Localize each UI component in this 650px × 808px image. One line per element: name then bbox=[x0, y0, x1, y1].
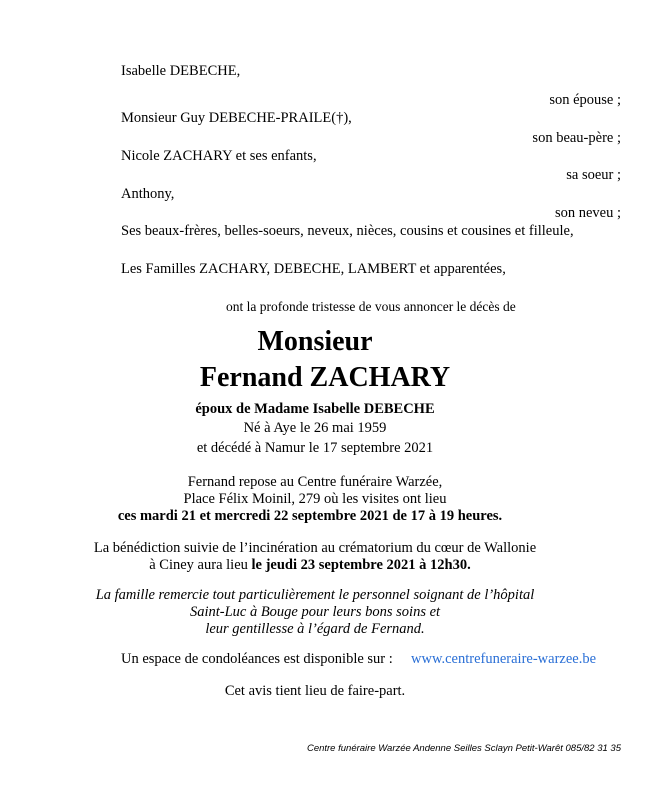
relative-relation-2: son beau-père ; bbox=[532, 130, 621, 146]
condolences-link[interactable]: www.centrefuneraire-warzee.be bbox=[411, 651, 597, 667]
visitation-line-2: Place Félix Moinil, 279 où les visites ont lieu bbox=[183, 491, 447, 507]
condolences-text: Un espace de condoléances est disponible sur : bbox=[121, 651, 393, 667]
notice: Cet avis tient lieu de faire-part. bbox=[224, 683, 406, 699]
deceased-born: Né à Aye le 26 mai 1959 bbox=[243, 420, 387, 436]
relative-name-2: Monsieur Guy DEBECHE-PRAILE(†), bbox=[121, 110, 352, 126]
ceremony-date: le jeudi 23 septembre 2021 à 12h30. bbox=[251, 557, 471, 573]
relative-name-1: Isabelle DEBECHE, bbox=[121, 63, 241, 79]
ceremony-prefix: à Ciney aura lieu bbox=[149, 557, 252, 573]
visitation-line-1: Fernand repose au Centre funéraire Warzée, bbox=[187, 474, 443, 490]
thanks-line-3: leur gentillesse à l’égard de Fernand. bbox=[205, 621, 425, 637]
ceremony-line-1: La bénédiction suivie de l’incinération au crématorium du cœur de Wallonie bbox=[93, 540, 537, 556]
deceased-name: Fernand ZACHARY bbox=[199, 362, 451, 393]
deceased-died: et décédé à Namur le 17 septembre 2021 bbox=[196, 440, 434, 456]
thanks-line-1: La famille remercie tout particulièrement le personnel soignant de l’hôpital bbox=[95, 587, 535, 603]
footer: Centre funéraire Warzée Andenne Seilles Sclayn Petit-Warêt 085/82 31 35 bbox=[306, 743, 621, 754]
relative-name-3: Nicole ZACHARY et ses enfants, bbox=[121, 148, 317, 164]
thanks-line-2: Saint-Luc à Bouge pour leurs bons soins et bbox=[189, 604, 441, 620]
ceremony-line-2 bbox=[0, 557, 635, 574]
announcement: ont la profonde tristesse de vous annoncer le décès de bbox=[226, 299, 516, 314]
relative-relation-1: son épouse ; bbox=[549, 92, 621, 108]
deceased-spouse: époux de Madame Isabelle DEBECHE bbox=[195, 401, 435, 417]
relative-relation-3: sa soeur ; bbox=[566, 167, 621, 183]
relative-name-4: Anthony, bbox=[121, 186, 175, 202]
relative-relation-4: son neveu ; bbox=[554, 205, 621, 221]
extended-family: Ses beaux-frères, belles-soeurs, neveux, nièces, cousins et cousines et filleule, bbox=[121, 223, 574, 239]
families: Les Familles ZACHARY, DEBECHE, LAMBERT et apparentées, bbox=[121, 261, 506, 277]
visitation-line-3: ces mardi 21 et mercredi 22 septembre 2021 de 17 à 19 heures. bbox=[117, 508, 503, 524]
deceased-title: Monsieur bbox=[257, 326, 373, 357]
